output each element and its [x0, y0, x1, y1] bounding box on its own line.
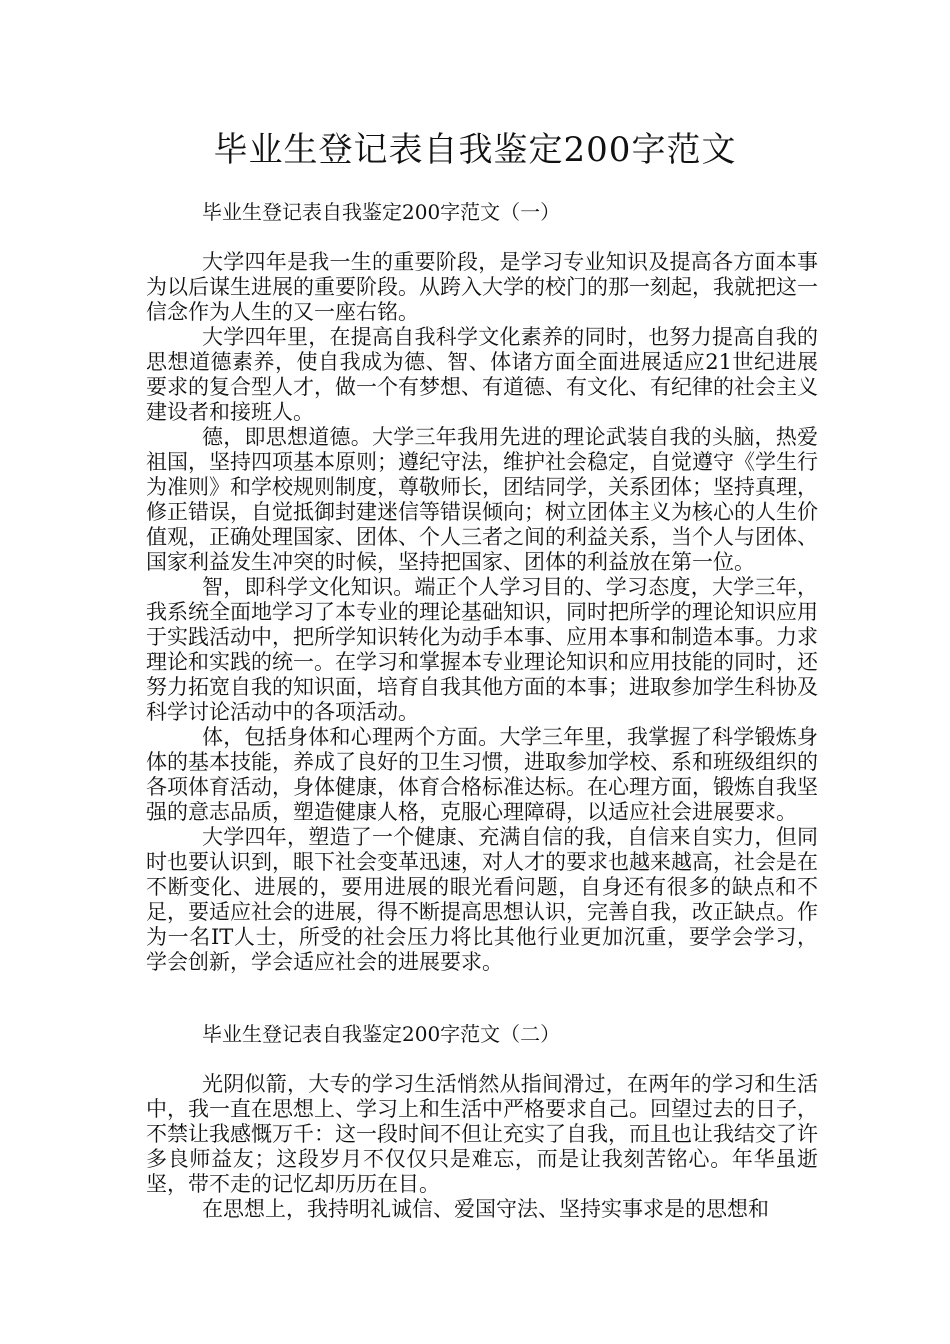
section-2-body [146, 1072, 818, 1222]
section-heading-1: 毕业生登记表自我鉴定200字范文（一） [202, 200, 561, 224]
paragraph: 大学四年，塑造了一个健康、充满自信的我，自信来自实力，但同时也要认识到，眼下社会变革迅速，对人才的要求也越来越高，社会是在不断变化、进展的，要用进展的眼光看问题，自身还有很多的缺点和不足，要适应社会的进展，得不断提高思想认识，完善自我，改正缺点。作为一名IT人士，所受的社会压力将比其他行业更加沉重，要学会学习，学会创新，学会适应社会的进展要求。 [146, 825, 818, 974]
document-title: 毕业生登记表自我鉴定200字范文 [213, 130, 737, 170]
paragraph: 体，包括身体和心理两个方面。大学三年里，我掌握了科学锻炼身体的基本技能，养成了良好的卫生习惯，进取参加学校、系和班级组织的各项体育活动，身体健康，体育合格标准达标。在心理方面，锻炼自我坚强的意志品质，塑造健康人格，克服心理障碍，以适应社会进展要求。 [146, 725, 818, 824]
section-heading-2: 毕业生登记表自我鉴定200字范文（二） [202, 1022, 561, 1046]
paragraph: 德，即思想道德。大学三年我用先进的理论武装自我的头脑，热爱祖国，坚持四项基本原则；遵纪守法，维护社会稳定，自觉遵守《学生行为准则》和学校规则制度，尊敬师长，团结同学，关系团体；坚持真理，修正错误，自觉抵御封建迷信等错误倾向；树立团体主义为核心的人生价值观，正确处理国家、团体、个人三者之间的利益关系，当个人与团体、国家利益发生冲突的时候，坚持把国家、团体的利益放在第一位。 [146, 425, 818, 574]
paragraph: 大学四年里，在提高自我科学文化素养的同时，也努力提高自我的思想道德素养，使自我成为德、智、体诸方面全面进展适应21世纪进展要求的复合型人才，做一个有梦想、有道德、有文化、有纪律的社会主义建设者和接班人。 [146, 325, 818, 424]
paragraph: 智，即科学文化知识。端正个人学习目的、学习态度，大学三年，我系统全面地学习了本专业的理论基础知识，同时把所学的理论知识应用于实践活动中，把所学知识转化为动手本事、应用本事和制造本事。力求理论和实践的统一。在学习和掌握本专业理论知识和应用技能的同时，还努力拓宽自我的知识面，培育自我其他方面的本事；进取参加学生科协及科学讨论活动中的各项活动。 [146, 575, 818, 724]
paragraph: 大学四年是我一生的重要阶段，是学习专业知识及提高各方面本事为以后谋生进展的重要阶段。从跨入大学的校门的那一刻起，我就把这一信念作为人生的又一座右铭。 [146, 250, 818, 324]
section-1-body [146, 250, 818, 975]
paragraph: 在思想上，我持明礼诚信、爱国守法、坚持实事求是的思想和 [202, 1197, 769, 1221]
paragraph: 光阴似箭，大专的学习生活悄然从指间滑过，在两年的学习和生活中，我一直在思想上、学习上和生活中严格要求自己。回望过去的日子，不禁让我感慨万千：这一段时间不但让充实了自我，而且也让我结交了许多良师益友；这段岁月不仅仅只是难忘，而是让我刻苦铭心。年华虽逝坚，带不走的记忆却历历在目。 [146, 1072, 818, 1196]
